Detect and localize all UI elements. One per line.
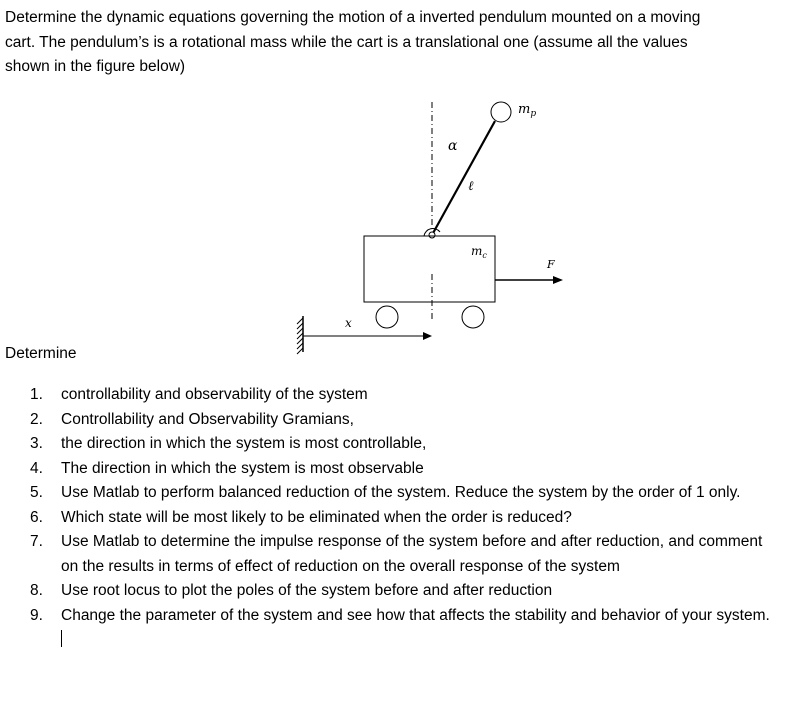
question-text: [5, 6, 785, 80]
question-line-1: Determine the dynamic equations governing the motion of a inverted pendulum mounted on a moving: [5, 9, 701, 26]
list-item: 6. Which state will be most likely to be eliminated when the order is reduced?: [30, 508, 572, 526]
cart-wheel-right: [462, 306, 484, 328]
cart-wheel-left: [376, 306, 398, 328]
position-arrowhead: [423, 332, 432, 340]
list-item: 3. the direction in which the system is most controllable,: [30, 435, 427, 452]
pivot-joint: [429, 232, 435, 238]
force-arrowhead: [553, 276, 563, 284]
task-list: [30, 383, 770, 653]
pendulum-mass: [491, 102, 511, 122]
inverted-pendulum-figure: [270, 98, 600, 360]
list-item: 2. Controllability and Observability Gramians,: [30, 410, 354, 428]
list-item: 1. controllability and observability of the system: [30, 386, 368, 403]
wall-hatching: [297, 318, 303, 354]
list-item: 8. Use root locus to plot the poles of the system before and after reduction: [30, 582, 553, 599]
pendulum-rod: [432, 121, 495, 235]
position-label: x: [345, 316, 352, 330]
list-item: 7. Use Matlab to determine the impulse response of the system before and after reduction, and comment on the results in terms of effect of reduction on the overall response of the system: [30, 533, 763, 575]
determine-heading: Determine: [5, 345, 77, 362]
cart-mass-label: $m_c$: [471, 244, 487, 260]
question-line-2: cart. The pendulum’s is a rotational mass while the cart is a translational one (assume all the values: [5, 33, 688, 51]
alpha-label: α: [448, 138, 458, 154]
pendulum-mass-label: $m_p$: [518, 102, 537, 119]
list-item: 9. Change the parameter of the system and see how that affects the stability and behavior of your system.: [30, 604, 770, 653]
question-line-3: shown in the figure below): [5, 58, 186, 75]
list-item: 4. The direction in which the system is most observable: [30, 459, 424, 477]
list-item: 5. Use Matlab to perform balanced reduction of the system. Reduce the system by the order of 1 only.: [30, 484, 741, 501]
force-label: F: [547, 258, 555, 271]
length-label: ℓ: [468, 179, 474, 194]
text-cursor: [61, 630, 62, 647]
